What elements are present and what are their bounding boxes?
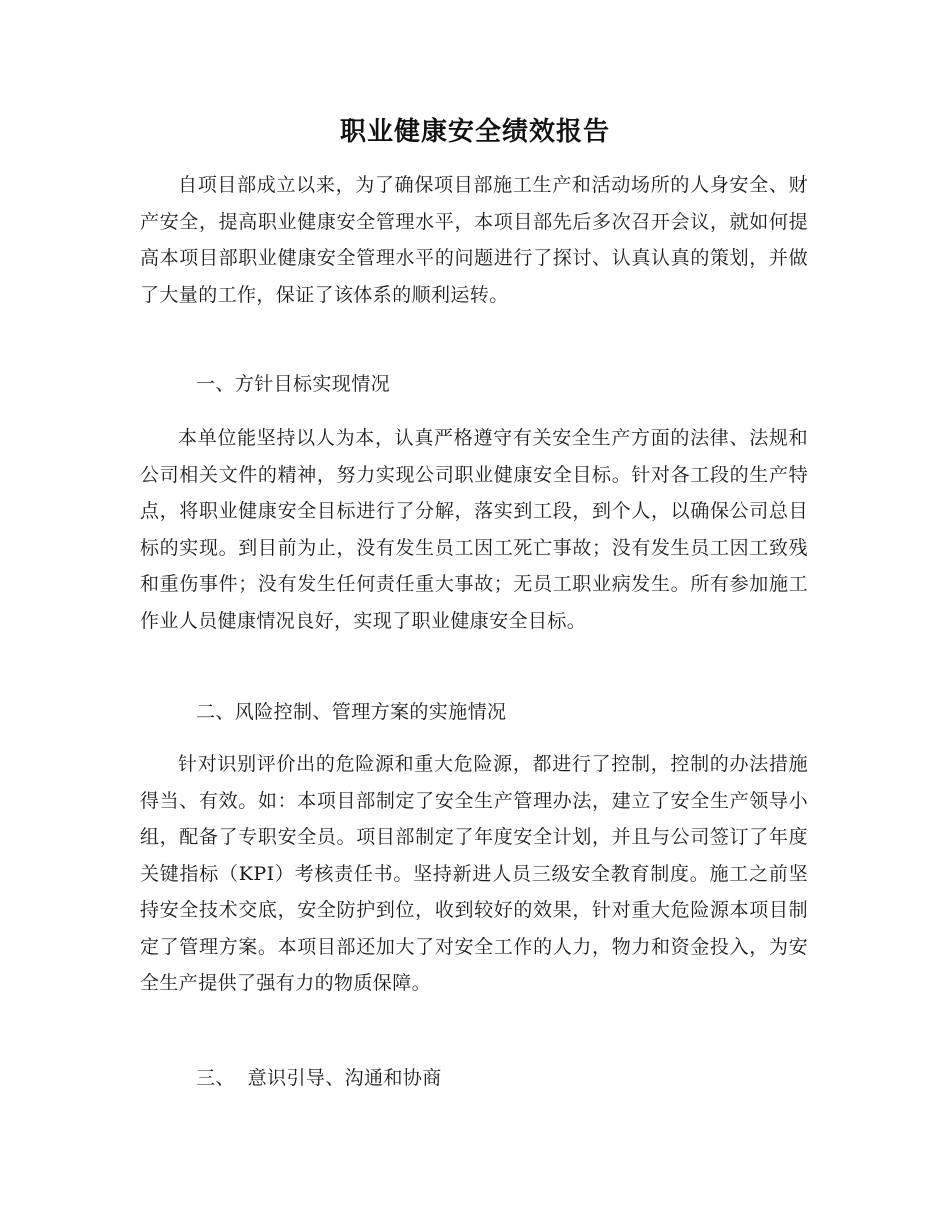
document-title: 职业健康安全绩效报告: [339, 117, 610, 147]
section-2-paragraph: 针对识别评价出的危险源和重大危险源，都进行了控制，控制的办法措施得当、有效。如：本项目部制定了安全生产管理办法，建立了安全生产领导小组，配备了专职安全员。项目部制定了年度安全计划，并且与公司签订了年度关键指标（KPI）考核责任书。坚持新进人员三级安全教育制度。施工之前坚持安全技术交底，安全防护到位，收到较好的效果，针对重大危险源本项目制定了管理方案。本项目部还加大了对安全工作的人力，物力和资金投入，为安全生产提供了强有力的物质保障。: [140, 753, 808, 994]
section-heading-1: 一、方针目标实现情况: [196, 373, 391, 395]
section-heading-3: 三、 意识引导、沟通和协商: [196, 1067, 442, 1089]
intro-paragraph: 自项目部成立以来，为了确保项目部施工生产和活动场所的人身安全、财产安全，提高职业健康安全管理水平，本项目部先后多次召开会议，就如何提高本项目部职业健康安全管理水平的问题进行了探讨、认真认真的策划，并做了大量的工作，保证了该体系的顺利运转。: [140, 174, 808, 306]
section-1-paragraph: 本单位能坚持以人为本，认真严格遵守有关安全生产方面的法律、法规和公司相关文件的精神，努力实现公司职业健康安全目标。针对各工段的生产特点，将职业健康安全目标进行了分解，落实到工段，到个人，以确保公司总目标的实现。到目前为止，没有发生员工因工死亡事故；没有发生员工因工致残和重伤事件；没有发生任何责任重大事故；无员工职业病发生。所有参加施工作业人员健康情况良好，实现了职业健康安全目标。: [140, 427, 808, 632]
section-heading-2: 二、风险控制、管理方案的实施情况: [196, 701, 507, 723]
